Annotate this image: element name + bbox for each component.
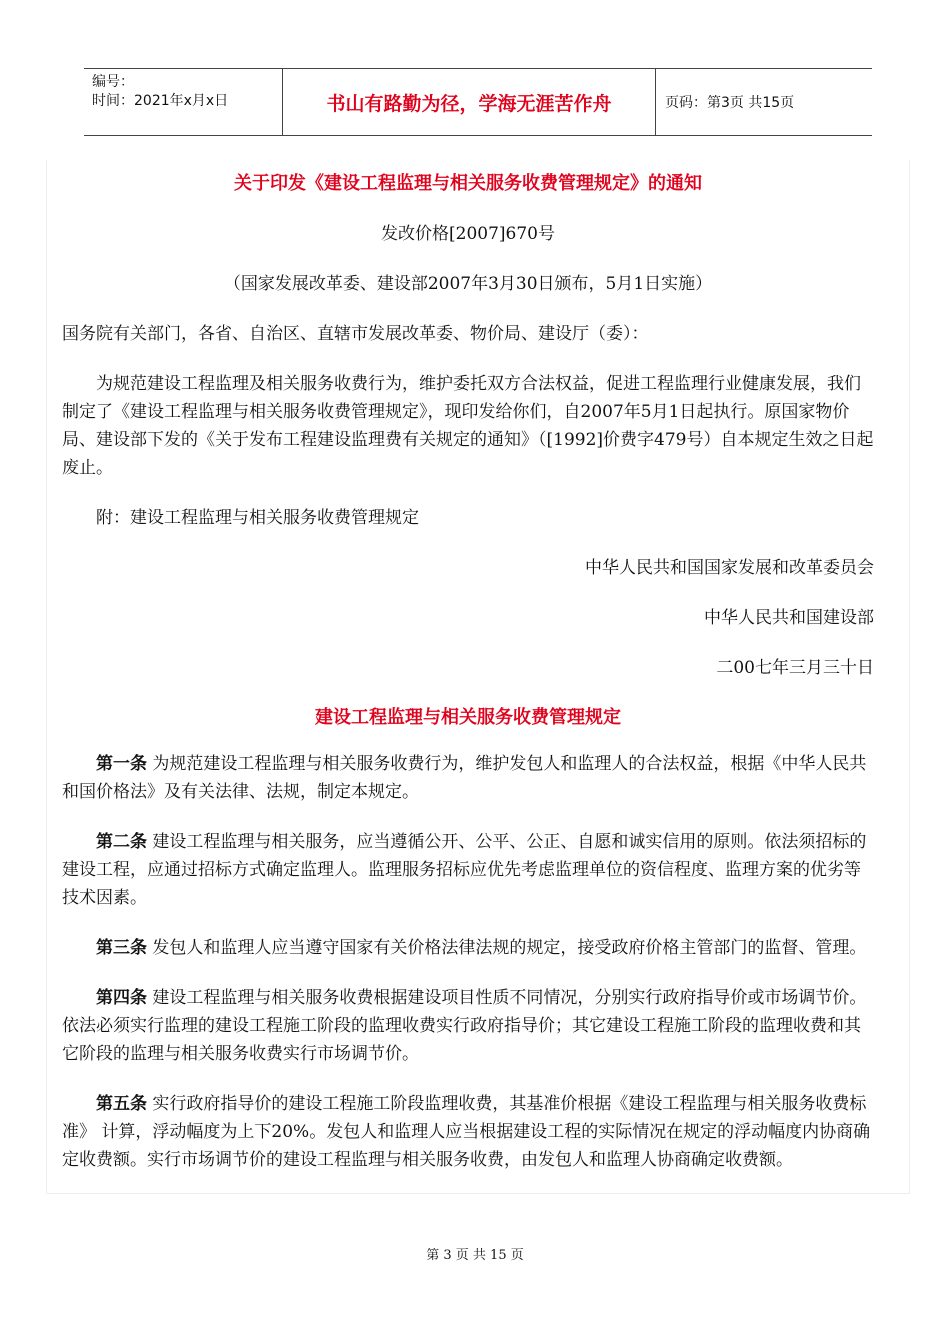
article — [62, 828, 874, 912]
article-label: 第一条 — [96, 754, 147, 774]
time-label: 时间：2021年x月x日 — [92, 93, 229, 109]
doc-number: 发改价格[2007]670号 — [381, 224, 555, 244]
article-label: 第二条 — [96, 832, 147, 852]
article-text: 发包人和监理人应当遵守国家有关价格法律法规的规定，接受政府价格主管部门的监督、管理。 — [152, 938, 867, 958]
article-text: 实行政府指导价的建设工程施工阶段监理收费，其基准价根据《建设工程监理与相关服务收费标准》 计算，浮动幅度为上下20%。发包人和监理人应当根据建设工程的实际情况在规定的浮动幅度内协商确定收费额。实行市场调节价的建设工程监理与相关服务收费，由发包人和监理人协商确定收费额。 — [62, 1094, 871, 1170]
issue-date: 二00七年三月三十日 — [716, 658, 874, 678]
header-page-info: 页码：第3页 共15页 — [665, 95, 795, 111]
signatory-ndrc: 中华人民共和国国家发展和改革委员会 — [585, 558, 874, 578]
article — [62, 984, 874, 1068]
issue-info: （国家发展改革委、建设部2007年3月30日颁布，5月1日实施） — [223, 274, 713, 294]
attachment-line: 附：建设工程监理与相关服务收费管理规定 — [96, 508, 419, 528]
addressee: 国务院有关部门，各省、自治区、直辖市发展改革委、物价局、建设厅（委）： — [62, 324, 649, 344]
header-motto: 书山有路勤为径，学海无涯苦作舟 — [283, 69, 656, 135]
article-text: 为规范建设工程监理与相关服务收费行为，维护发包人和监理人的合法权益，根据《中华人民共和国价格法》及有关法律、法规，制定本规定。 — [62, 754, 867, 802]
document-body — [62, 170, 874, 1174]
number-label: 编号： — [92, 74, 134, 90]
article-label: 第四条 — [96, 988, 147, 1008]
page-footer: 第 3 页 共 15 页 — [426, 1248, 524, 1263]
article — [62, 1090, 874, 1174]
header-meta — [84, 69, 283, 135]
page-header — [84, 68, 872, 136]
intro-paragraph: 为规范建设工程监理及相关服务收费行为，维护委托双方合法权益，促进工程监理行业健康发展，我们制定了《建设工程监理与相关服务收费管理规定》，现印发给你们，自2007年5月1日起执行。原国家物价局、建设部下发的《关于发布工程建设监理费有关规定的通知》（[1992]价费字479号）自本规定生效之日起废止。 — [62, 374, 874, 478]
regulation-title: 建设工程监理与相关服务收费管理规定 — [315, 707, 621, 728]
notice-title: 关于印发《建设工程监理与相关服务收费管理规定》的通知 — [234, 173, 702, 194]
article-label: 第五条 — [96, 1094, 147, 1114]
article — [62, 750, 874, 806]
article-label: 第三条 — [96, 938, 147, 958]
article-text: 建设工程监理与相关服务，应当遵循公开、公平、公正、自愿和诚实信用的原则。依法须招标的建设工程，应通过招标方式确定监理人。监理服务招标应优先考虑监理单位的资信程度、监理方案的优劣等技术因素。 — [62, 832, 867, 908]
article-text: 建设工程监理与相关服务收费根据建设项目性质不同情况，分别实行政府指导价或市场调节价。依法必须实行监理的建设工程施工阶段的监理收费实行政府指导价；其它建设工程施工阶段的监理收费和其它阶段的监理与相关服务收费实行市场调节价。 — [62, 988, 867, 1064]
article — [62, 934, 874, 962]
signatory-moc: 中华人民共和国建设部 — [704, 608, 874, 628]
